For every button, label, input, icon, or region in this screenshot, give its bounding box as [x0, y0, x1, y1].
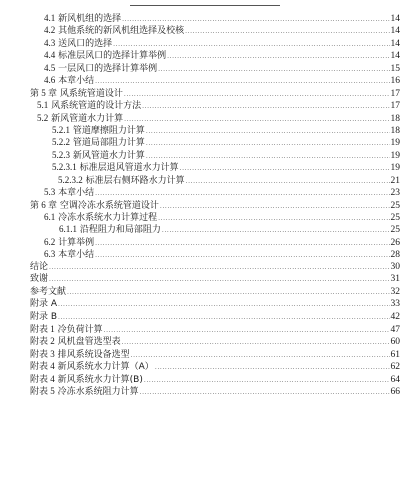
toc-entry-text: 标准层退风管道水力计算 — [79, 163, 179, 174]
toc-entry-number: 附表 2 — [30, 336, 55, 347]
toc-entry-title — [30, 24, 184, 37]
toc-entry-title — [30, 286, 66, 298]
toc-entry[interactable] — [30, 223, 400, 235]
toc-entry-page: 14 — [390, 38, 400, 49]
toc-entry-page: 21 — [390, 175, 400, 186]
dot-leader — [58, 312, 389, 324]
toc-entry-page: 18 — [390, 125, 400, 136]
toc-entry[interactable] — [30, 211, 400, 223]
dot-leader — [144, 375, 390, 387]
toc-entry-page: 14 — [390, 14, 400, 24]
toc-entry-page: 19 — [390, 150, 400, 161]
toc-entry-number: 第 5 章 — [30, 87, 58, 98]
dot-leader — [104, 325, 390, 337]
toc-entry-title — [30, 161, 179, 174]
toc-entry-page: 30 — [390, 261, 400, 272]
toc-entry-text: 冷负荷计算 — [57, 324, 103, 335]
toc-entry-text: 一层风口的选择计算举例 — [58, 63, 158, 74]
toc-entry-text: 本章小结 — [58, 76, 95, 87]
dot-leader — [124, 89, 390, 101]
toc-entry-text: 风机盘管选型表 — [57, 337, 121, 348]
toc-entry-number: 6.3 — [44, 249, 56, 260]
toc-entry-title — [30, 199, 159, 212]
toc-entry-text: 附录 B — [30, 311, 58, 322]
toc-entry[interactable] — [30, 373, 400, 385]
toc-entry[interactable] — [30, 24, 400, 36]
toc-entry-title — [30, 37, 112, 50]
toc-entry[interactable] — [30, 236, 400, 248]
toc-entry-title — [30, 99, 141, 112]
toc-entry[interactable] — [30, 87, 400, 99]
toc-entry-number: 5.2.2 — [52, 137, 70, 148]
toc-entry-title — [30, 174, 185, 187]
dot-leader — [158, 213, 389, 225]
dot-leader — [155, 362, 390, 374]
toc-entry-text: 送风口的选择 — [58, 38, 113, 49]
toc-entry[interactable] — [30, 286, 400, 298]
toc-entry-number: 5.2.1 — [52, 124, 70, 135]
dot-leader — [95, 76, 389, 88]
toc-entry-page: 25 — [390, 225, 400, 236]
dot-leader — [185, 26, 389, 38]
toc-entry-number: 附表 5 — [30, 386, 55, 397]
toc-entry-page: 15 — [390, 63, 400, 74]
toc-entry-text: 新风系统水力计算(B) — [57, 374, 143, 385]
toc-entry-text: 计算举例 — [58, 237, 95, 248]
toc-entry-page: 47 — [390, 324, 400, 335]
toc-entry-number: 5.1 — [37, 100, 49, 111]
toc-entry-number: 6.1.1 — [59, 224, 77, 235]
dot-leader — [186, 176, 390, 188]
toc-entry-title — [30, 136, 145, 149]
toc-entry[interactable] — [30, 186, 400, 198]
toc-entry[interactable] — [30, 161, 400, 173]
toc-entry-page: 14 — [390, 26, 400, 37]
toc-entry[interactable] — [30, 261, 400, 273]
toc-entry-text: 风系统管道设计 — [59, 88, 123, 99]
toc-entry-text: 其他系统的新风机组选择及校核 — [58, 26, 185, 37]
toc-entry-title — [30, 298, 57, 310]
toc-entry-text: 风系统管道的设计方法 — [51, 101, 142, 112]
toc-entry[interactable] — [30, 335, 400, 347]
toc-entry-page: 66 — [390, 387, 400, 398]
toc-entry[interactable] — [30, 149, 400, 161]
dot-leader — [131, 350, 390, 362]
toc-entry-text: 致谢 — [30, 274, 49, 285]
dot-leader — [122, 337, 390, 349]
dot-leader — [49, 274, 389, 286]
toc-entry-text: 本章小结 — [58, 188, 95, 199]
toc-entry-title — [30, 261, 48, 273]
toc-entry-text: 本章小结 — [58, 250, 95, 261]
toc-entry-page: 19 — [390, 138, 400, 149]
dot-leader — [124, 114, 389, 126]
toc-entry-text: 空调冷冻水系统管道设计 — [59, 200, 159, 211]
toc-entry-text: 管道摩擦阻力计算 — [72, 125, 145, 136]
dot-leader — [142, 101, 389, 113]
toc-entry[interactable] — [30, 12, 400, 24]
toc-entry[interactable] — [30, 112, 400, 124]
toc-entry-title — [30, 273, 48, 285]
toc-entry-text: 新风机组的选择 — [58, 14, 122, 24]
toc-entry-number: 5.2.3.1 — [52, 162, 77, 173]
toc-entry-number: 6.1 — [44, 212, 56, 222]
toc-entry-page: 14 — [390, 51, 400, 62]
toc-entry[interactable] — [30, 136, 400, 148]
toc-entry-page: 26 — [390, 237, 400, 248]
toc-entry[interactable] — [30, 348, 400, 360]
toc-entry-number: 附表 1 — [30, 323, 55, 334]
toc-entry-page: 25 — [390, 200, 400, 211]
toc-entry-title — [30, 87, 123, 100]
dot-leader — [146, 138, 390, 150]
toc-entry-title — [30, 62, 157, 75]
toc-entry-page: 60 — [390, 337, 400, 348]
table-of-contents — [30, 12, 400, 398]
toc-entry-number: 4.3 — [44, 37, 56, 48]
toc-entry-text: 冷冻水系统阻力计算 — [57, 387, 139, 398]
header-rule — [130, 0, 280, 6]
toc-entry-number: 4.4 — [44, 50, 56, 61]
toc-entry-page: 18 — [390, 113, 400, 124]
toc-entry[interactable] — [30, 199, 400, 211]
dot-leader — [146, 151, 390, 163]
toc-entry-title — [30, 223, 161, 236]
toc-entry[interactable] — [30, 62, 400, 74]
toc-entry-title — [30, 348, 130, 361]
toc-entry-page: 61 — [390, 349, 400, 360]
toc-entry[interactable] — [30, 174, 400, 186]
toc-entry-page: 32 — [390, 286, 400, 297]
toc-entry-text: 新风管道水力计算 — [51, 113, 124, 124]
toc-entry-text: 参考文献 — [30, 286, 67, 297]
toc-entry-title — [30, 360, 154, 373]
toc-entry-text: 附录 A — [30, 299, 58, 310]
toc-entry-title — [30, 211, 157, 224]
toc-entry-number: 4.6 — [44, 75, 56, 86]
dot-leader — [67, 287, 389, 299]
dot-leader — [180, 163, 390, 175]
toc-entry[interactable] — [30, 248, 400, 260]
dot-leader — [49, 262, 389, 274]
toc-entry-number: 附表 4 — [30, 373, 55, 384]
toc-entry-number: 5.2.3 — [52, 149, 70, 160]
toc-entry-title — [30, 335, 121, 348]
toc-entry[interactable] — [30, 311, 400, 323]
dot-leader — [140, 387, 390, 399]
toc-entry-number: 5.2 — [37, 112, 49, 123]
toc-entry[interactable] — [30, 74, 400, 86]
toc-entry-number: 4.5 — [44, 62, 56, 73]
toc-entry-number: 附表 4 — [30, 361, 55, 372]
toc-entry-number: 附表 3 — [30, 348, 55, 359]
toc-entry-page: 64 — [390, 374, 400, 385]
toc-entry-title — [30, 236, 94, 249]
toc-entry-title — [30, 12, 121, 25]
toc-entry[interactable] — [30, 99, 400, 111]
toc-entry[interactable] — [30, 323, 400, 335]
toc-entry-text: 标准层风口的选择计算举例 — [58, 51, 167, 62]
toc-entry-title — [30, 112, 123, 125]
toc-entry-text: 新风系统水力计算（A） — [57, 362, 154, 373]
toc-entry-number: 5.2.3.2 — [58, 174, 83, 185]
toc-entry-text: 新风管道水力计算 — [72, 150, 145, 161]
toc-entry[interactable] — [30, 49, 400, 61]
toc-entry-page: 16 — [390, 76, 400, 87]
dot-leader — [160, 201, 390, 213]
dot-leader — [95, 238, 389, 250]
toc-entry-page: 19 — [390, 163, 400, 174]
toc-entry-page: 17 — [390, 88, 400, 99]
toc-entry-text: 沿程阻力和局部阻力 — [79, 225, 161, 236]
toc-entry-page: 28 — [390, 250, 400, 261]
toc-entry-title — [30, 373, 143, 386]
toc-entry-title — [30, 248, 94, 261]
dot-leader — [162, 225, 390, 237]
dot-leader — [167, 51, 389, 63]
toc-entry-number: 4.2 — [44, 25, 56, 36]
toc-entry[interactable] — [30, 37, 400, 49]
toc-entry-text: 标准层右侧环路水力计算 — [85, 175, 185, 186]
toc-entry-title — [30, 74, 94, 87]
toc-entry-page: 42 — [390, 311, 400, 322]
toc-entry[interactable] — [30, 273, 400, 285]
toc-entry-title — [30, 385, 139, 398]
toc-entry-page: 17 — [390, 101, 400, 112]
toc-entry-page: 23 — [390, 188, 400, 199]
toc-entry-text: 管道局部阻力计算 — [72, 138, 145, 149]
toc-entry-number: 6.2 — [44, 236, 56, 247]
toc-entry-title — [30, 311, 57, 323]
toc-entry-text: 结论 — [30, 261, 49, 272]
toc-entry-page: 62 — [390, 362, 400, 373]
toc-entry[interactable] — [30, 124, 400, 136]
toc-entry[interactable] — [30, 298, 400, 310]
toc-entry-title — [30, 323, 103, 336]
toc-entry-number: 第 6 章 — [30, 199, 58, 210]
toc-entry-title — [30, 149, 145, 162]
toc-entry-text: 排风系统设备选型 — [57, 349, 130, 360]
toc-entry-page: 33 — [390, 299, 400, 310]
toc-entry-title — [30, 124, 145, 137]
dot-leader — [146, 126, 390, 138]
dot-leader — [58, 299, 389, 311]
toc-entry-title — [30, 186, 94, 199]
toc-entry-page: 25 — [390, 213, 400, 223]
toc-entry-number: 5.3 — [44, 187, 56, 198]
toc-entry-page: 31 — [390, 274, 400, 285]
toc-entry[interactable] — [30, 385, 400, 397]
toc-entry[interactable] — [30, 360, 400, 372]
toc-entry-text: 冷冻水系统水力计算过程 — [58, 213, 158, 223]
toc-entry-number: 4.1 — [44, 13, 56, 23]
toc-entry-title — [30, 49, 166, 62]
dot-leader — [158, 64, 389, 76]
